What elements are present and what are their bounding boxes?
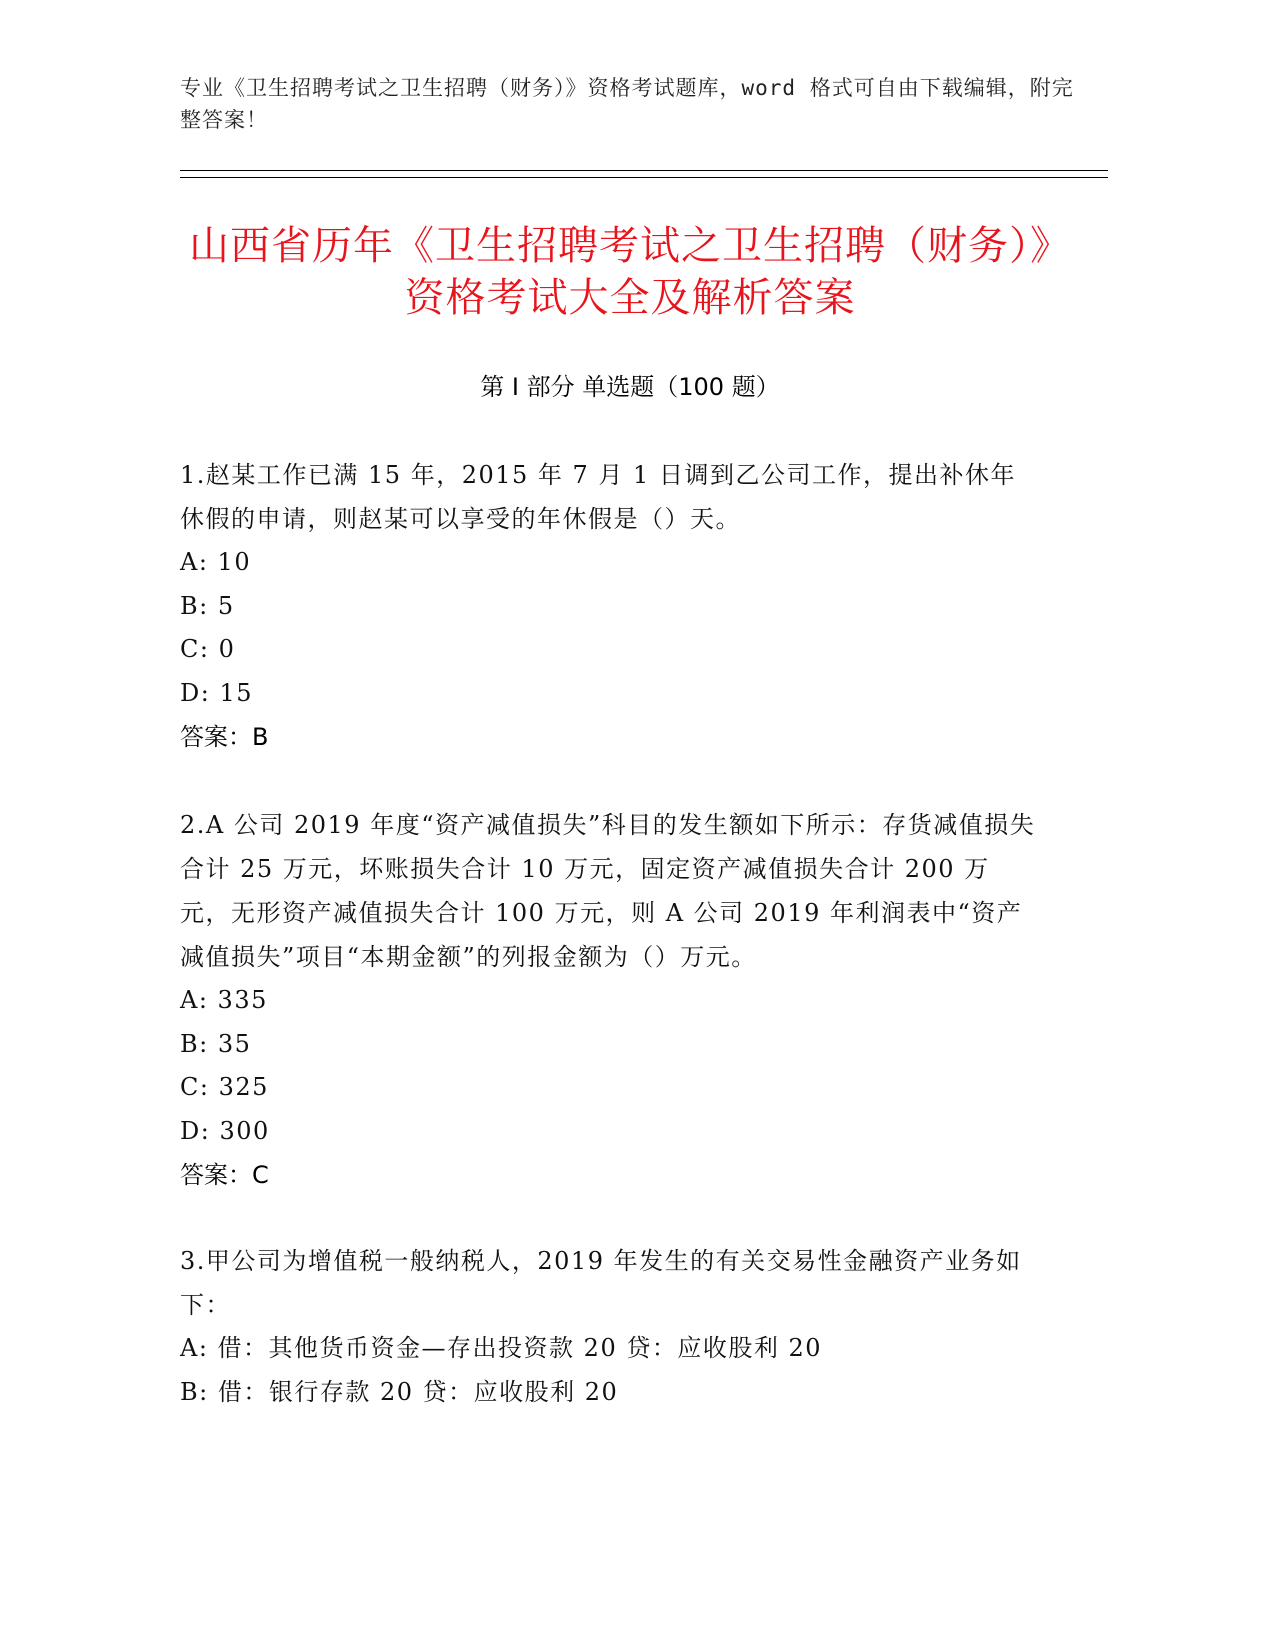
question-stem: 1.赵某工作已满 15 年，2015 年 7 月 1 日调到乙公司工作，提出补休年休假的申请，则赵某可以享受的年休假是（）天。 bbox=[180, 461, 1016, 533]
answer: 答案：B bbox=[180, 723, 269, 751]
question-stem: 2.A 公司 2019 年度“资产减值损失”科目的发生额如下所示：存货减值损失合计 25 万元，坏账损失合计 10 万元，固定资产减值损失合计 200 万元，无形资产减值损失合计 100 万元，则 A 公司 2019 年利润表中“资产减值损失”项目“本期金额”的列报金额为（）万元。 bbox=[180, 811, 1036, 971]
question-1 bbox=[180, 453, 1040, 759]
option-a: A: 10 bbox=[180, 548, 252, 576]
option-a: A: 借：其他货币资金—存出投资款 20 贷：应收股利 20 bbox=[180, 1334, 823, 1362]
header-divider-bottom bbox=[180, 177, 1108, 178]
option-b: B: 35 bbox=[180, 1029, 252, 1058]
option-d: D: 15 bbox=[180, 678, 253, 707]
option-a: A: 335 bbox=[180, 986, 268, 1014]
section-heading: 第 I 部分 单选题（100 题） bbox=[480, 373, 780, 401]
question-stem: 3.甲公司为增值税一般纳税人，2019 年发生的有关交易性金融资产业务如下： bbox=[180, 1247, 1022, 1319]
header-divider-top bbox=[180, 170, 1108, 171]
document-title: 山西省历年《卫生招聘考试之卫生招聘（财务）》资格考试大全及解析答案 bbox=[189, 223, 1071, 321]
option-d: D: 300 bbox=[180, 1116, 270, 1145]
header-note: 专业《卫生招聘考试之卫生招聘（财务）》资格考试题库，word 格式可自由下载编辑，附完整答案！ bbox=[180, 76, 1074, 132]
option-b: B: 借：银行存款 20 贷：应收股利 20 bbox=[180, 1377, 619, 1406]
option-c: C: 325 bbox=[180, 1073, 269, 1101]
option-c: C: 0 bbox=[180, 635, 236, 663]
option-b: B: 5 bbox=[180, 591, 235, 620]
question-2 bbox=[180, 803, 1040, 1197]
answer: 答案：C bbox=[180, 1161, 269, 1189]
question-3 bbox=[180, 1239, 1040, 1414]
